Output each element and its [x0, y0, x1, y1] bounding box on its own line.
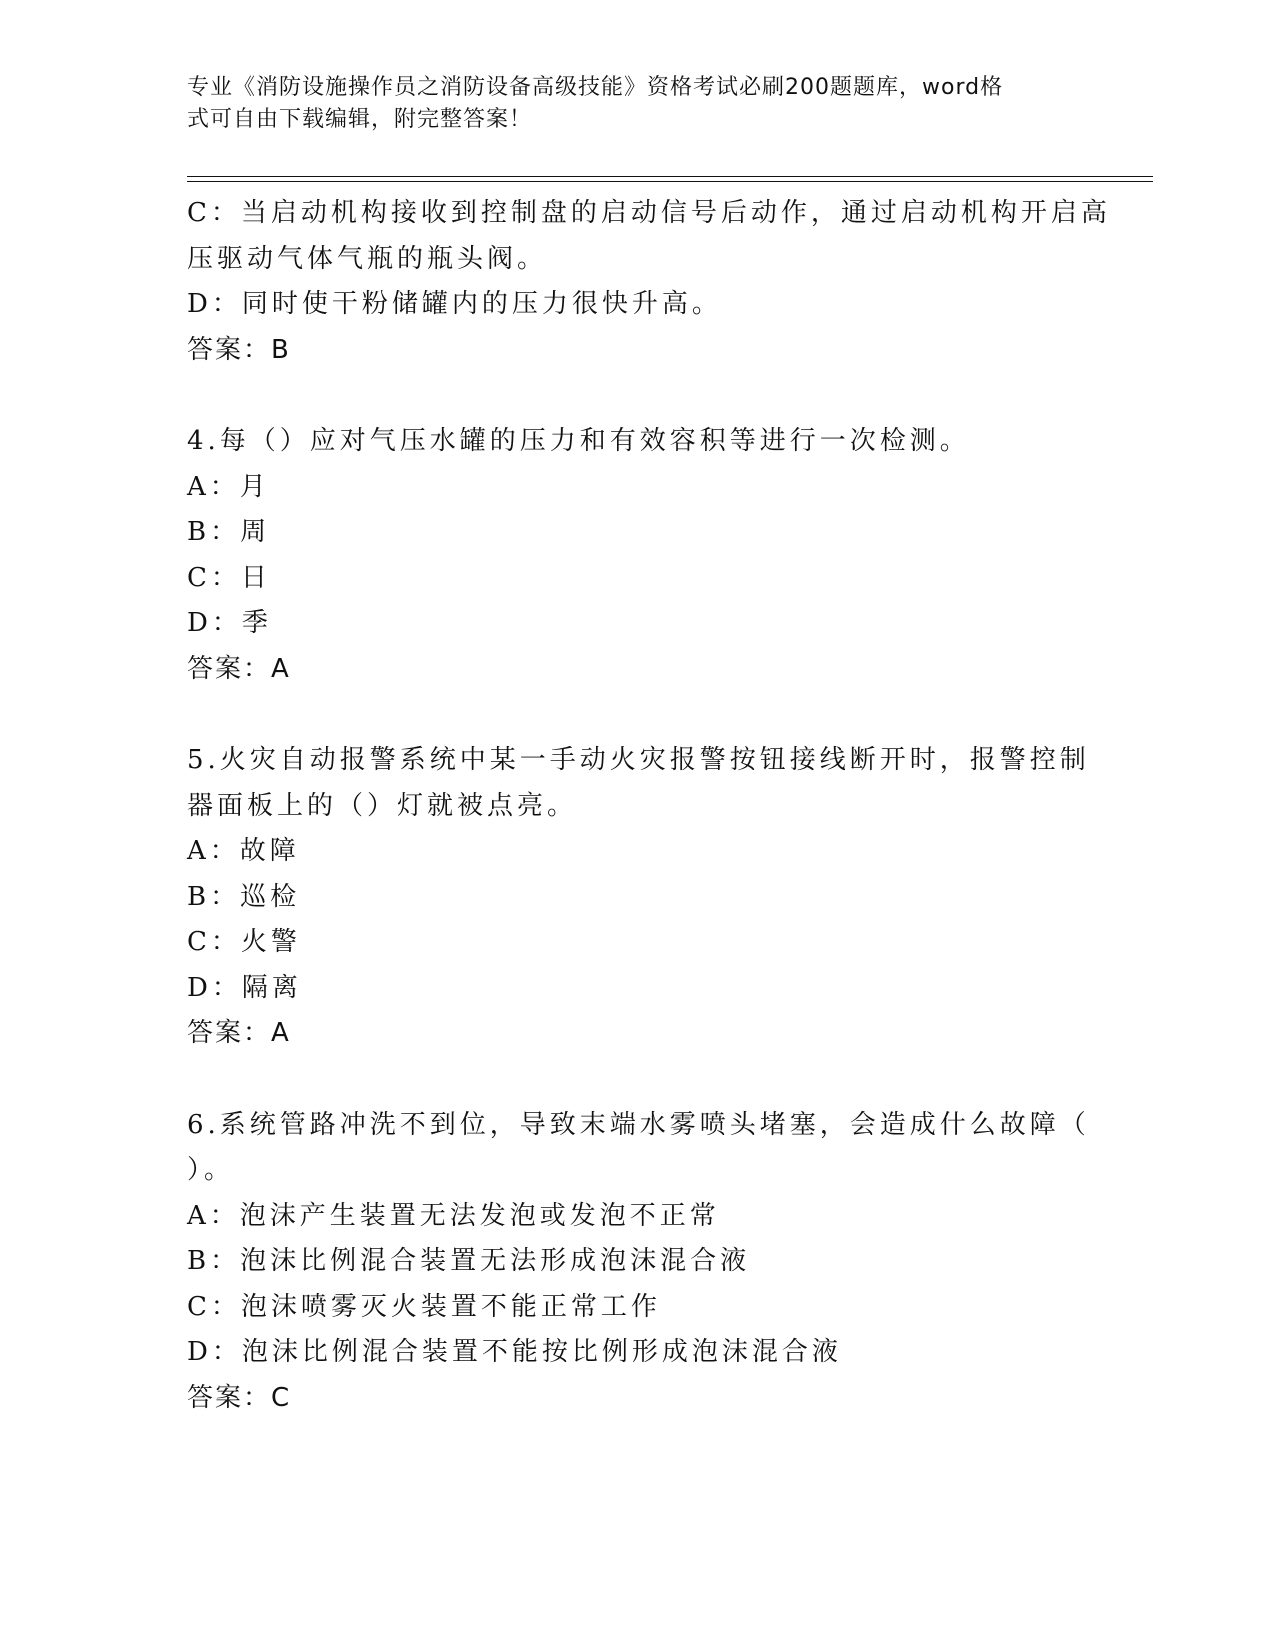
- option-b: B：周: [187, 517, 271, 547]
- option-d: D：隔离: [187, 972, 302, 1003]
- option-b: B：泡沫比例混合装置无法形成泡沫混合液: [187, 1246, 751, 1276]
- question-block-4: [187, 419, 1087, 692]
- answer-label: 答案：A: [187, 1018, 291, 1048]
- document-header: [187, 72, 1067, 136]
- answer-label: 答案：B: [187, 334, 291, 365]
- question-block-6: [187, 1103, 1090, 1422]
- option-c: C：火警: [187, 927, 301, 957]
- option-c: C：日: [187, 562, 271, 593]
- header-divider-bottom: [187, 181, 1153, 182]
- answer-label: 答案：A: [187, 653, 291, 684]
- header-line-2: 式可自由下载编辑，附完整答案！: [187, 107, 533, 132]
- question-stem-line-1: 5.火灾自动报警系统中某一手动火灾报警按钮接线断开时，报警控制: [187, 745, 1090, 775]
- option-a: A：月: [187, 471, 270, 502]
- question-stem: 4.每（）应对气压水罐的压力和有效容积等进行一次检测。: [187, 426, 970, 456]
- question-stem-line-1: 6.系统管路冲洗不到位，导致末端水雾喷头堵塞，会造成什么故障（: [187, 1109, 1090, 1140]
- header-divider-top: [187, 176, 1153, 177]
- option-c-line-1: C：当启动机构接收到控制盘的启动信号后动作，通过启动机构开启高: [187, 198, 1111, 228]
- question-stem-line-2: 器面板上的（）灯就被点亮。: [187, 790, 578, 821]
- header-line-1: 专业《消防设施操作员之消防设备高级技能》资格考试必刷200题题库，word格: [187, 75, 1004, 100]
- question-block-5: [187, 738, 1090, 1057]
- option-a: A：泡沫产生装置无法发泡或发泡不正常: [187, 1200, 720, 1231]
- option-d: D：季: [187, 608, 272, 638]
- option-d: D：泡沫比例混合装置不能按比例形成泡沫混合液: [187, 1337, 842, 1367]
- question-block-3-continued: [187, 191, 1111, 373]
- question-stem-line-2: ）。: [187, 1155, 235, 1185]
- answer-label: 答案：C: [187, 1382, 292, 1413]
- question-list: [187, 191, 1111, 1421]
- option-a: A：故障: [187, 836, 300, 866]
- option-c-line-2: 压驱动气体气瓶的瓶头阀。: [187, 243, 548, 274]
- option-d: D：同时使干粉储罐内的压力很快升高。: [187, 289, 722, 319]
- option-c: C：泡沫喷雾灭火装置不能正常工作: [187, 1291, 661, 1322]
- option-b: B：巡检: [187, 881, 301, 912]
